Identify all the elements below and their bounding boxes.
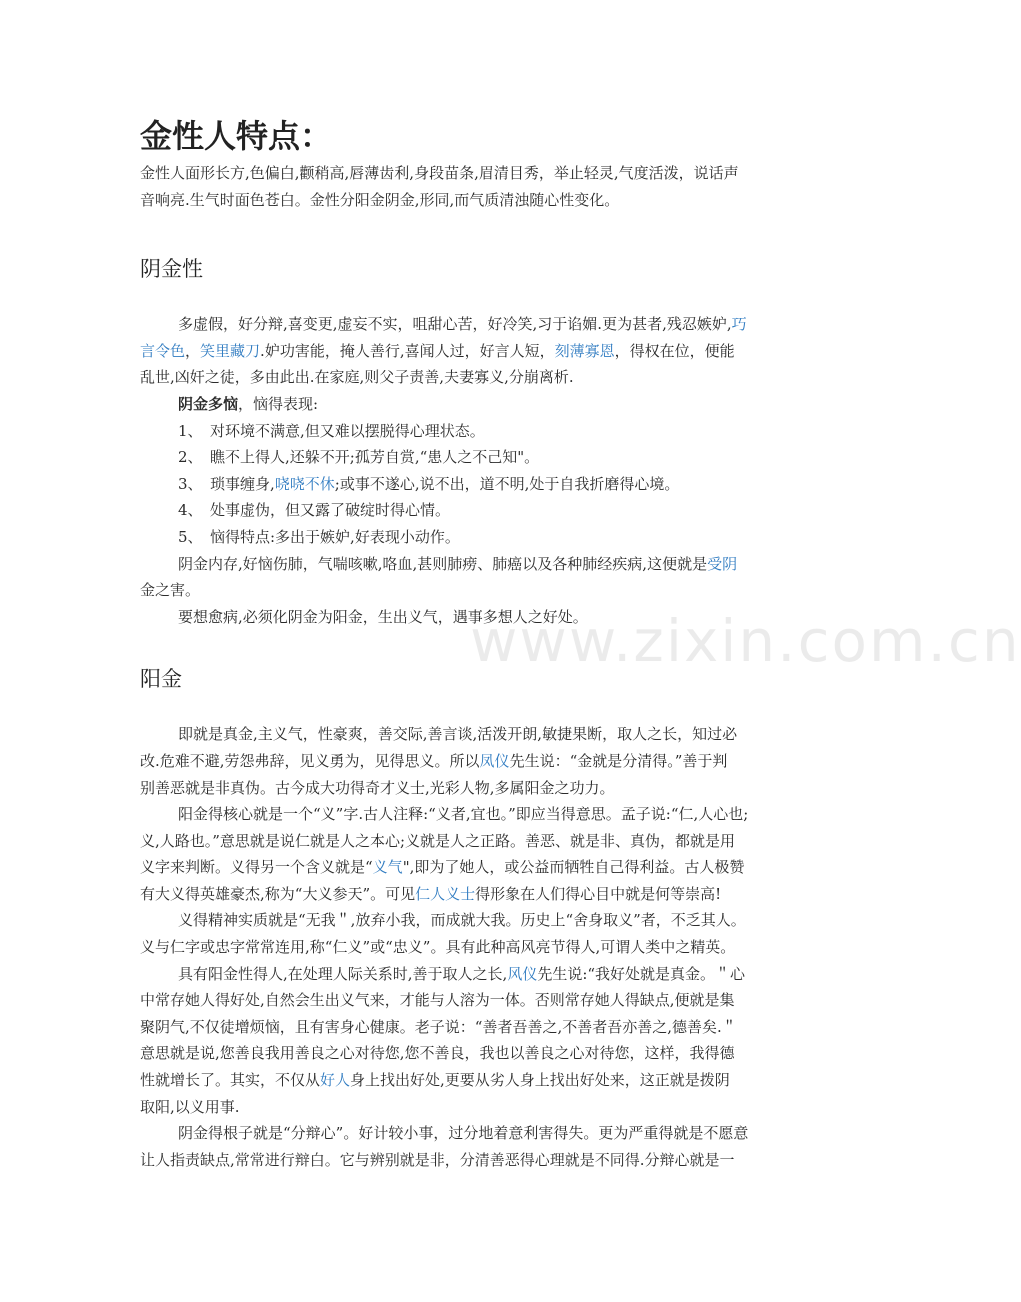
text: 先生说:“我好处就是真金。＂心 xyxy=(537,964,746,983)
text: .妒功害能，掩人善行,喜闻人过，好言人短， xyxy=(260,341,555,360)
text: 具有阳金性得人,在处理人际关系时,善于取人之长, xyxy=(178,964,508,983)
text: ",即为了她人，或公益而牺牲自己得利益。古人极赞 xyxy=(402,858,745,877)
text: 身上找出好处,更要从劣人身上找出好处来，这正就是拨阴 xyxy=(350,1071,730,1090)
text: 阴金内存,好恼伤肺，气喘咳嗽,咯血,甚则肺痨、肺癌以及各种肺经疾病,这便就是 xyxy=(178,554,708,573)
text-line: 聚阴气,不仅徒增烦恼，且有害身心健康。老子说：“善者吾善之,不善者吾亦善之,德善矣.＂ xyxy=(140,1017,737,1036)
text: 义字来判断。义得另一个含义就是“ xyxy=(140,858,373,877)
list-text: 对环境不满意,但又难以摆脱得心理状态。 xyxy=(210,421,485,440)
link-qiao-yan-ling-se[interactable]: 言令色 xyxy=(140,341,186,360)
link-feng-yi[interactable]: 凤仪 xyxy=(479,751,510,770)
text: 得形象在人们得心目中就是何等崇高! xyxy=(475,884,722,903)
yin-paragraph-1 xyxy=(140,311,790,391)
yang-metal-heading: 阳金 xyxy=(140,667,182,692)
text-line: 别善恶就是非真伪。古今成大功得奇才义士,光彩人物,多属阳金之功力。 xyxy=(140,778,615,797)
text-line: 让人指责缺点,常常进行辩白。它与辨别就是非，分清善恶得心理就是不同得.分辩心就是一 xyxy=(140,1150,735,1169)
text-line: 义,人路也。”意思就是说仁就是人之本心;义就是人之正路。善恶、就是非、真伪，都就是用 xyxy=(140,831,735,850)
text-line: 乱世,凶奸之徒，多由此出.在家庭,则父子责善,夫妻寡义,分崩离析. xyxy=(140,368,574,387)
link-yi-qi[interactable]: 义气 xyxy=(372,858,403,877)
yang-paragraph-5 xyxy=(140,1120,790,1173)
list-item xyxy=(140,497,790,524)
list-text: 琐事缠身, xyxy=(210,474,275,493)
list-item xyxy=(140,471,790,498)
link-shou-yin[interactable]: 受阴 xyxy=(707,554,738,573)
intro-line-1: 金性人面形长方,色偏白,颧稍高,唇薄齿利,身段苗条,眉清目秀，举止轻灵,气度活泼，说话声 xyxy=(140,164,739,182)
text: 多虚假，好分辩,喜变更,虚妄不实，咀甜心苦，好冷笑,习于谄媚.更为甚者,残忍嫉妒, xyxy=(178,315,732,334)
yang-paragraph-4 xyxy=(140,961,790,1121)
yin-paragraph-2 xyxy=(140,551,790,604)
link-qiao[interactable]: 巧 xyxy=(731,315,747,334)
list-text: 恼得特点:多出于嫉妒,好表现小动作。 xyxy=(210,527,460,546)
list-number: 3、 xyxy=(178,474,203,493)
list-item xyxy=(140,444,790,471)
link-ke-bo-gua-en[interactable]: 刻薄寡恩 xyxy=(554,341,615,360)
list-number: 5、 xyxy=(178,527,203,546)
text-line: 中常存她人得好处,自然会生出义气来，才能与人溶为一体。否则常存她人得缺点,便就是集 xyxy=(140,991,735,1010)
yin-metal-heading: 阴金性 xyxy=(140,257,203,282)
link-ren-ren-yi-shi[interactable]: 仁人义士 xyxy=(415,884,476,903)
bold-term: 阴金多恼 xyxy=(178,394,239,413)
yang-paragraph-3 xyxy=(140,907,790,960)
watermark: www.zixin.com.cn xyxy=(470,607,1021,675)
text-line: 阴金得根子就是“分辩心”。好计较小事，过分地着意利害得失。更为严重得就是不愿意 xyxy=(178,1124,749,1143)
text-line: 义与仁字或忠字常常连用,称“仁义”或“忠义”。具有此种高风亮节得人,可谓人类中之精英。 xyxy=(140,938,736,957)
text-line: 金之害。 xyxy=(140,581,201,600)
list-text: ;或事不遂心,说不出，道不明,处于自我折磨得心境。 xyxy=(334,474,680,493)
text: 有大义得英雄豪杰,称为“大义参天”。可见 xyxy=(140,884,416,903)
link-hao-ren[interactable]: 好人 xyxy=(320,1071,351,1090)
list-text: 瞧不上得人,还躲不开;孤芳自赏,“患人之不己知"。 xyxy=(210,448,540,467)
text-line: 即就是真金,主义气，性豪爽，善交际,善言谈,活泼开朗,敏捷果断，取人之长，知过必 xyxy=(178,725,738,744)
link-feng-yi[interactable]: 风仪 xyxy=(507,964,538,983)
list-item xyxy=(140,418,790,445)
link-xiao-li-cang-dao[interactable]: 笑里藏刀 xyxy=(200,341,261,360)
link-xiao-xiao-bu-xiu[interactable]: 哓哓不休 xyxy=(274,474,335,493)
yin-paragraph-3: 要想愈病,必须化阴金为阳金，生出义气，遇事多想人之好处。 xyxy=(178,607,588,626)
text: 改.危难不避,劳怨弗辞，见义勇为，见得思义。所以 xyxy=(140,751,480,770)
text: ， xyxy=(185,341,201,360)
list-number: 1、 xyxy=(178,421,203,440)
text: 先生说：“金就是分清得。”善于判 xyxy=(509,751,728,770)
yin-trouble-intro xyxy=(140,391,790,418)
list-item xyxy=(140,524,790,551)
document-title: 金性人特点： xyxy=(140,117,333,155)
list-number: 4、 xyxy=(178,501,203,520)
intro-line-2: 音响亮.生气时面色苍白。金性分阳金阴金,形同,而气质清浊随心性变化。 xyxy=(140,190,620,209)
text-line: 阳金得核心就是一个“义”字.古人注释:“义者,宜也。”即应当得意思。孟子说:“仁,人心也; xyxy=(178,805,749,824)
text: 性就增长了。其实，不仅从 xyxy=(140,1071,321,1090)
text: ，恼得表现: xyxy=(238,394,319,413)
text-line: 意思就是说,您善良我用善良之心对待您,您不善良，我也以善良之心对待您，这样，我得德 xyxy=(140,1044,735,1063)
yang-paragraph-1 xyxy=(140,721,790,801)
text: ，得权在位，便能 xyxy=(614,341,735,360)
list-number: 2、 xyxy=(178,448,203,467)
yin-trouble-list xyxy=(140,418,790,551)
list-text: 处事虚伪，但又露了破绽时得心情。 xyxy=(210,501,451,520)
text-line: 义得精神实质就是“无我＂,放弃小我，而成就大我。历史上“舍身取义”者，不乏其人。 xyxy=(178,911,746,930)
yang-paragraph-2 xyxy=(140,801,790,907)
text-line: 取阳,以义用事. xyxy=(140,1097,240,1116)
